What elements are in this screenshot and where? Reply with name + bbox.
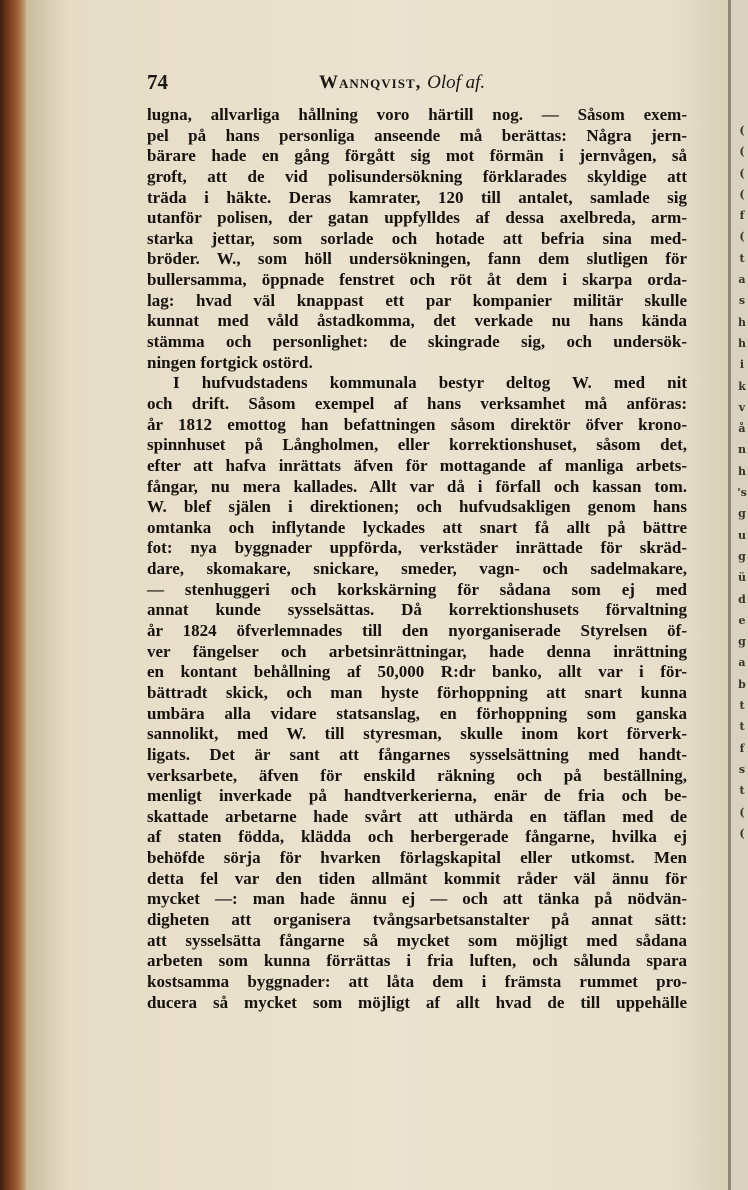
text-line: digheten att organisera tvångsarbetsanstalter på annat sätt: — [147, 909, 687, 929]
text-line: arbeten som kunna förrättas i fria luften, och sålunda spara — [147, 951, 687, 971]
text-line: ver fängelser och arbetsinrättningar, hade denna inrättning — [147, 641, 687, 661]
edge-fragment: g — [738, 549, 746, 563]
text-line: omtanka och inflytande lyckades att snart få allt på bättre — [147, 517, 687, 537]
text-line: — stenhuggeri och korkskärning för sådana som ej med — [147, 579, 687, 599]
text-line: af staten födda, klädda och herbergerade fångarne, hvilka ej — [147, 827, 687, 847]
text-line: år 1824 öfverlemnades till den nyorganiserade Styrelsen öf- — [147, 621, 687, 641]
adjacent-page-text — [735, 120, 748, 844]
text-line: pel på hans personliga anseende må berättas: Några jern- — [147, 125, 687, 145]
edge-fragment: h — [738, 336, 746, 350]
text-line: skattade arbetarne hade svårt att uthärda en täflan med de — [147, 806, 687, 826]
text-line: detta fel var den tiden allmänt kommit råder väl ännu för — [147, 868, 687, 888]
text-line: utanför polisen, der gatan uppfylldes af dessa axelbreda, arm- — [147, 208, 687, 228]
text-line: efter att hafva inrättats äfven för mottagande af manliga arbets- — [147, 455, 687, 475]
edge-fragment: s — [738, 294, 746, 308]
text-line: annat kunde sysselsättas. Då korrektionshusets förvaltning — [147, 600, 687, 620]
page-number: 74 — [147, 70, 168, 94]
edge-fragment: b — [738, 677, 746, 691]
text-line: fångar, nu mera kallades. Allt var då i förfall och kassan tom. — [147, 476, 687, 496]
running-head — [319, 72, 485, 94]
edge-fragment: f — [739, 741, 745, 755]
edge-fragment: i — [739, 358, 745, 372]
text-line: dare, skomakare, snickare, smeder, vagn- och sadelmakare, — [147, 559, 687, 579]
edge-fragment: ( — [739, 166, 745, 180]
text-line: umbära alla vidare statsanslag, en förhoppning som ganska — [147, 703, 687, 723]
edge-fragment: ( — [739, 124, 745, 137]
page-header — [147, 70, 687, 98]
edge-fragment: h — [738, 315, 746, 329]
edge-fragment: g — [738, 635, 746, 649]
text-line: W. blef själen i direktionen; och hufvudsakligen genom hans — [147, 497, 687, 517]
edge-fragment: h — [738, 464, 746, 478]
text-line: lugna, allvarliga hållning voro härtill nog. — Såsom exem- — [147, 105, 687, 124]
text-line: träda i häkte. Deras kamrater, 120 till antalet, samlade sig — [147, 187, 687, 207]
text-line: groft, att de vid polisundersökning förklarades skyldige att — [147, 166, 687, 186]
edge-fragment: 's — [737, 486, 747, 500]
text-line: lag: hvad väl knappast ett par kompanier militär skulle — [147, 290, 687, 310]
running-head-surname: Wannqvist, — [319, 72, 422, 93]
edge-fragment: t — [739, 720, 745, 734]
text-line: bröder. W., som höll undersökningen, fann dem slutligen för — [147, 249, 687, 269]
book-spine — [0, 0, 26, 1190]
edge-fragment: ( — [739, 145, 745, 159]
edge-fragment: t — [739, 699, 745, 713]
text-line: mycket —: man hade ännu ej — och att tänka på nödvän- — [147, 889, 687, 909]
edge-fragment: a — [738, 656, 746, 670]
text-line: starka jettar, som sorlade och hotade att befria sina med- — [147, 228, 687, 248]
text-line: spinnhuset på Långholmen, eller korrektionshuset, såsom det, — [147, 435, 687, 455]
text-line: bullersamma, öppnade fenstret och röt åt dem i skarpa orda- — [147, 270, 687, 290]
text-line: sannolikt, med W. till styresman, skulle inom kort förverk- — [147, 724, 687, 744]
edge-fragment: d — [738, 592, 746, 606]
edge-fragment: g — [738, 507, 746, 521]
text-line: bättradt skick, och man hyste förhoppning att snart kunna — [147, 682, 687, 702]
text-line: verksarbete, äfven för enskild räkning och på beställning, — [147, 765, 687, 785]
edge-fragment: f — [739, 209, 745, 223]
edge-fragment: n — [738, 443, 746, 457]
edge-fragment: ( — [739, 826, 745, 840]
edge-fragment: t — [739, 784, 745, 798]
edge-fragment: ( — [739, 187, 745, 201]
edge-fragment: ü — [738, 571, 746, 585]
edge-fragment: ( — [739, 230, 745, 244]
text-line: ningen fortgick ostörd. — [147, 352, 313, 372]
running-head-given-name: Olof af. — [427, 72, 486, 93]
edge-fragment: k — [738, 379, 746, 393]
text-line: kunnat med våld åstadkomma, det verkade nu hans kända — [147, 311, 687, 331]
edge-fragment: t — [739, 251, 745, 265]
edge-fragment: e — [738, 613, 746, 627]
text-line: kostsamma byggnader: att låta dem i främsta rummet pro- — [147, 971, 687, 991]
edge-fragment: s — [738, 762, 746, 776]
edge-fragment: a — [738, 273, 746, 287]
text-line: att sysselsätta fångarne så mycket som möjligt med sådana — [147, 930, 687, 950]
text-line: år 1812 emottog han befattningen såsom direktör öfver krono- — [147, 414, 687, 434]
text-line: bärare hade en gång förgått sig mot förmän i jernvågen, så — [147, 146, 687, 166]
text-line: ducera så mycket som möjligt af allt hvad de till uppehälle — [147, 992, 687, 1012]
text-line: behöfde sörja för hvarken förlagskapital eller utkomst. Men — [147, 848, 687, 868]
text-line: ligats. Det är sant att fångarnes sysselsättning med handt- — [147, 744, 687, 764]
text-line: och drift. Såsom exempel af hans verksamhet må anföras: — [147, 393, 687, 413]
adjacent-page-edge — [728, 0, 748, 1190]
text-line: I hufvudstadens kommunala bestyr deltog W. med nit — [173, 373, 687, 393]
text-line: menligt inverkade på handtverkerierna, enär de fria och be- — [147, 786, 687, 806]
text-line: en kontant behållning af 50,000 R:dr banko, allt var i för- — [147, 662, 687, 682]
text-line: fot: nya byggnader uppförda, verkstäder inrättade för skräd- — [147, 538, 687, 558]
edge-fragment: v — [738, 400, 746, 414]
text-line: stämma och personlighet: de skingrade sig, och undersök- — [147, 332, 687, 352]
edge-fragment: å — [738, 422, 746, 436]
edge-fragment: ( — [739, 805, 745, 819]
edge-fragment: u — [738, 528, 746, 542]
body-text — [147, 105, 687, 1013]
